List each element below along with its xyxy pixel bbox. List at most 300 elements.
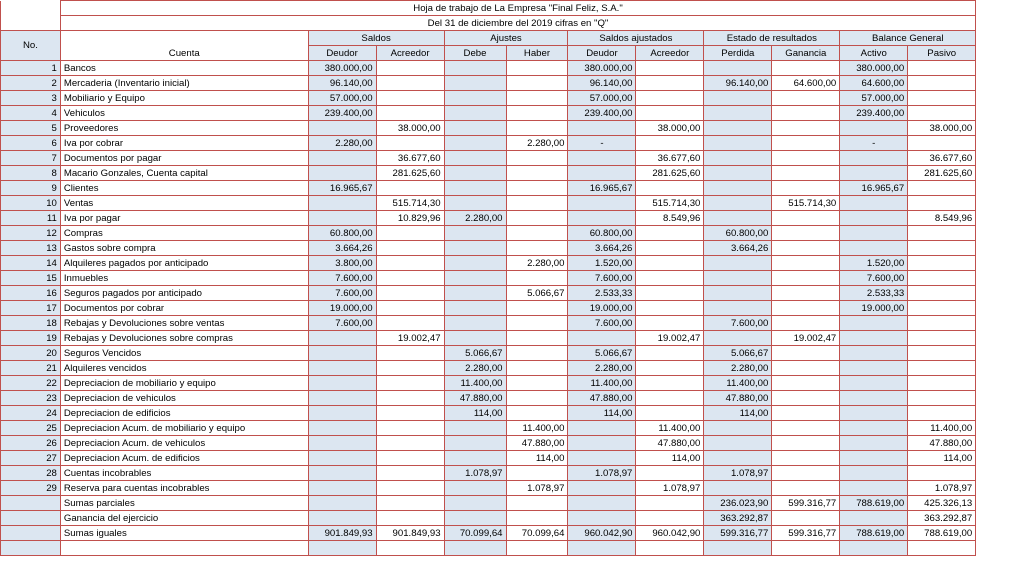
amount-cell: 425.326,13 [908, 496, 976, 511]
amount-cell: 1.520,00 [568, 256, 636, 271]
amount-cell [772, 181, 840, 196]
amount-cell [840, 451, 908, 466]
amount-cell: 114,00 [908, 451, 976, 466]
row-number: 12 [1, 226, 61, 241]
amount-cell [704, 211, 772, 226]
blank-cell [976, 346, 1034, 361]
table-row [1, 406, 1034, 421]
amount-cell [376, 256, 444, 271]
amount-cell [840, 466, 908, 481]
amount-cell: 36.677,60 [376, 151, 444, 166]
amount-cell [308, 481, 376, 496]
blank-cell [60, 541, 308, 556]
account-name: Sumas iguales [60, 526, 308, 541]
amount-cell [444, 136, 506, 151]
amount-cell [444, 181, 506, 196]
amount-cell [444, 241, 506, 256]
amount-cell [636, 256, 704, 271]
amount-cell: 2.280,00 [444, 361, 506, 376]
amount-cell: 19.000,00 [840, 301, 908, 316]
blank-cell [1, 16, 61, 31]
header-perdida: Perdida [704, 46, 772, 61]
amount-cell [506, 196, 568, 211]
account-name: Cuentas incobrables [60, 466, 308, 481]
amount-cell: 515.714,30 [772, 196, 840, 211]
blank-cell [976, 211, 1034, 226]
amount-cell [308, 196, 376, 211]
blank-cell [976, 316, 1034, 331]
amount-cell [704, 106, 772, 121]
amount-cell [308, 346, 376, 361]
row-number: 18 [1, 316, 61, 331]
account-name: Alquileres pagados por anticipado [60, 256, 308, 271]
amount-cell [506, 166, 568, 181]
amount-cell [840, 121, 908, 136]
empty-row [1, 541, 1034, 556]
amount-cell: 19.000,00 [568, 301, 636, 316]
amount-cell [840, 331, 908, 346]
amount-cell [772, 166, 840, 181]
amount-cell: 16.965,67 [840, 181, 908, 196]
blank-cell [976, 106, 1034, 121]
amount-cell: 19.002,47 [772, 331, 840, 346]
amount-cell: 47.880,00 [568, 391, 636, 406]
table-row [1, 481, 1034, 496]
amount-cell: 5.066,67 [568, 346, 636, 361]
table-row [1, 286, 1034, 301]
amount-cell [506, 241, 568, 256]
blank-cell [976, 1, 1034, 16]
amount-cell [772, 271, 840, 286]
account-name: Documentos por pagar [60, 151, 308, 166]
account-name: Rebajas y Devoluciones sobre compras [60, 331, 308, 346]
amount-cell: 599.316,77 [704, 526, 772, 541]
amount-cell: 36.677,60 [636, 151, 704, 166]
amount-cell: 38.000,00 [908, 121, 976, 136]
amount-cell [772, 286, 840, 301]
amount-cell: 2.280,00 [308, 136, 376, 151]
amount-cell [568, 196, 636, 211]
row-number: 23 [1, 391, 61, 406]
row-number: 24 [1, 406, 61, 421]
blank-cell [976, 121, 1034, 136]
amount-cell [308, 151, 376, 166]
amount-cell: 96.140,00 [308, 76, 376, 91]
amount-cell [444, 481, 506, 496]
amount-cell [840, 166, 908, 181]
amount-cell: 788.619,00 [908, 526, 976, 541]
blank-cell [976, 151, 1034, 166]
header-no: No. [1, 31, 61, 61]
amount-cell [308, 391, 376, 406]
amount-cell [908, 256, 976, 271]
blank-cell [976, 16, 1034, 31]
row-number: 25 [1, 421, 61, 436]
table-row [1, 151, 1034, 166]
amount-cell [772, 511, 840, 526]
blank-cell [976, 541, 1034, 556]
amount-cell [772, 361, 840, 376]
blank-cell [976, 241, 1034, 256]
amount-cell [376, 271, 444, 286]
amount-cell: 36.677,60 [908, 151, 976, 166]
amount-cell: 57.000,00 [308, 91, 376, 106]
amount-cell: 11.400,00 [704, 376, 772, 391]
amount-cell [376, 76, 444, 91]
amount-cell: 114,00 [704, 406, 772, 421]
amount-cell: 47.880,00 [704, 391, 772, 406]
amount-cell: 114,00 [636, 451, 704, 466]
amount-cell [376, 346, 444, 361]
amount-cell [444, 496, 506, 511]
amount-cell [636, 406, 704, 421]
amount-cell [444, 256, 506, 271]
amount-cell [908, 91, 976, 106]
amount-cell [772, 406, 840, 421]
account-name: Macario Gonzales, Cuenta capital [60, 166, 308, 181]
amount-cell: 380.000,00 [308, 61, 376, 76]
amount-cell [840, 376, 908, 391]
amount-cell: 281.625,60 [908, 166, 976, 181]
row-number: 10 [1, 196, 61, 211]
amount-cell: 1.078,97 [908, 481, 976, 496]
row-number: 7 [1, 151, 61, 166]
amount-cell [444, 151, 506, 166]
amount-cell [568, 451, 636, 466]
amount-cell [376, 61, 444, 76]
amount-cell [376, 466, 444, 481]
header-group-estado-resultados: Estado de resultados [704, 31, 840, 46]
table-row [1, 466, 1034, 481]
amount-cell [704, 301, 772, 316]
table-row [1, 361, 1034, 376]
amount-cell [444, 421, 506, 436]
table-row [1, 166, 1034, 181]
amount-cell [772, 106, 840, 121]
amount-cell [506, 91, 568, 106]
account-name: Seguros pagados por anticipado [60, 286, 308, 301]
amount-cell: 7.600,00 [308, 271, 376, 286]
amount-cell [704, 61, 772, 76]
header-group-saldos-ajustados: Saldos ajustados [568, 31, 704, 46]
header-pasivo: Pasivo [908, 46, 976, 61]
amount-cell [506, 301, 568, 316]
amount-cell [636, 316, 704, 331]
amount-cell [444, 286, 506, 301]
amount-cell [772, 301, 840, 316]
amount-cell: 38.000,00 [636, 121, 704, 136]
table-row [1, 271, 1034, 286]
amount-cell [506, 511, 568, 526]
amount-cell [840, 226, 908, 241]
amount-cell [840, 361, 908, 376]
table-row [1, 451, 1034, 466]
amount-cell [568, 511, 636, 526]
table-row [1, 316, 1034, 331]
amount-cell: 5.066,67 [506, 286, 568, 301]
amount-cell [704, 451, 772, 466]
amount-cell: 2.533,33 [840, 286, 908, 301]
amount-cell [636, 106, 704, 121]
amount-cell: 96.140,00 [568, 76, 636, 91]
amount-cell [376, 286, 444, 301]
blank-cell [976, 361, 1034, 376]
account-name: Iva por cobrar [60, 136, 308, 151]
account-name: Ventas [60, 196, 308, 211]
amount-cell [704, 436, 772, 451]
blank-cell [704, 541, 772, 556]
amount-cell: 16.965,67 [568, 181, 636, 196]
amount-cell [840, 196, 908, 211]
amount-cell: 2.280,00 [568, 361, 636, 376]
row-number: 6 [1, 136, 61, 151]
amount-cell [506, 316, 568, 331]
blank-cell [772, 541, 840, 556]
blank-cell [976, 181, 1034, 196]
amount-cell [908, 391, 976, 406]
amount-cell: 11.400,00 [908, 421, 976, 436]
amount-cell [636, 496, 704, 511]
account-name: Depreciacion de vehiculos [60, 391, 308, 406]
amount-cell [506, 496, 568, 511]
amount-cell: 3.664,26 [568, 241, 636, 256]
header-acreedor-ajustado: Acreedor [636, 46, 704, 61]
amount-cell [704, 421, 772, 436]
table-row [1, 436, 1034, 451]
account-name: Proveedores [60, 121, 308, 136]
amount-cell: 60.800,00 [568, 226, 636, 241]
blank-cell [976, 301, 1034, 316]
amount-cell [506, 61, 568, 76]
amount-cell: 114,00 [444, 406, 506, 421]
amount-cell [840, 211, 908, 226]
row-number: 19 [1, 331, 61, 346]
amount-cell [772, 241, 840, 256]
amount-cell [772, 466, 840, 481]
amount-cell [772, 61, 840, 76]
amount-cell [636, 136, 704, 151]
amount-cell [636, 76, 704, 91]
amount-cell: 64.600,00 [840, 76, 908, 91]
amount-cell: 47.880,00 [636, 436, 704, 451]
amount-cell: 7.600,00 [308, 316, 376, 331]
blank-cell [976, 256, 1034, 271]
amount-cell: 515.714,30 [376, 196, 444, 211]
amount-cell [376, 376, 444, 391]
amount-cell [308, 511, 376, 526]
account-name: Reserva para cuentas incobrables [60, 481, 308, 496]
amount-cell: 515.714,30 [636, 196, 704, 211]
amount-cell [772, 391, 840, 406]
amount-cell: 57.000,00 [840, 91, 908, 106]
amount-cell [704, 271, 772, 286]
amount-cell [840, 151, 908, 166]
amount-cell [444, 316, 506, 331]
amount-cell: 64.600,00 [772, 76, 840, 91]
account-name: Mercaderia (Inventario inicial) [60, 76, 308, 91]
amount-cell [908, 406, 976, 421]
amount-cell [636, 91, 704, 106]
amount-cell [568, 496, 636, 511]
amount-cell: 114,00 [506, 451, 568, 466]
amount-cell [772, 451, 840, 466]
blank-cell [444, 541, 506, 556]
amount-cell: 363.292,87 [908, 511, 976, 526]
blank-cell [1, 1, 61, 16]
amount-cell: - [568, 136, 636, 151]
row-number [1, 496, 61, 511]
amount-cell: 380.000,00 [568, 61, 636, 76]
amount-cell [772, 151, 840, 166]
amount-cell: 60.800,00 [704, 226, 772, 241]
amount-cell [506, 361, 568, 376]
amount-cell [908, 61, 976, 76]
amount-cell [704, 181, 772, 196]
table-row [1, 301, 1034, 316]
row-number: 8 [1, 166, 61, 181]
amount-cell [308, 121, 376, 136]
amount-cell [444, 61, 506, 76]
amount-cell [704, 196, 772, 211]
amount-cell [772, 376, 840, 391]
header-activo: Activo [840, 46, 908, 61]
blank-cell [976, 331, 1034, 346]
account-name: Gastos sobre compra [60, 241, 308, 256]
account-name: Sumas parciales [60, 496, 308, 511]
amount-cell [636, 466, 704, 481]
amount-cell: 2.280,00 [506, 136, 568, 151]
blank-cell [976, 61, 1034, 76]
amount-cell [444, 106, 506, 121]
table-row [1, 241, 1034, 256]
amount-cell: 1.078,97 [568, 466, 636, 481]
amount-cell [908, 181, 976, 196]
amount-cell [308, 331, 376, 346]
amount-cell [704, 151, 772, 166]
amount-cell: 1.078,97 [444, 466, 506, 481]
amount-cell: 960.042,90 [636, 526, 704, 541]
amount-cell [772, 481, 840, 496]
amount-cell: 236.023,90 [704, 496, 772, 511]
blank-cell [976, 31, 1034, 46]
row-number: 27 [1, 451, 61, 466]
row-number: 5 [1, 121, 61, 136]
amount-cell: 363.292,87 [704, 511, 772, 526]
row-number: 29 [1, 481, 61, 496]
amount-cell: 2.280,00 [506, 256, 568, 271]
amount-cell: 281.625,60 [636, 166, 704, 181]
account-name: Vehiculos [60, 106, 308, 121]
amount-cell [444, 451, 506, 466]
account-name: Alquileres vencidos [60, 361, 308, 376]
table-row [1, 511, 1034, 526]
account-name: Depreciacion Acum. de mobiliario y equipo [60, 421, 308, 436]
blank-cell [976, 286, 1034, 301]
amount-cell [376, 391, 444, 406]
header-debe: Debe [444, 46, 506, 61]
amount-cell: 11.400,00 [568, 376, 636, 391]
amount-cell: 239.400,00 [308, 106, 376, 121]
amount-cell [376, 181, 444, 196]
amount-cell [506, 391, 568, 406]
amount-cell [506, 406, 568, 421]
blank-cell [976, 466, 1034, 481]
amount-cell [376, 451, 444, 466]
amount-cell [772, 316, 840, 331]
header-group-ajustes: Ajustes [444, 31, 568, 46]
amount-cell [444, 196, 506, 211]
amount-cell: 7.600,00 [840, 271, 908, 286]
header-group-saldos: Saldos [308, 31, 444, 46]
amount-cell: 599.316,77 [772, 526, 840, 541]
amount-cell [704, 121, 772, 136]
account-name: Seguros Vencidos [60, 346, 308, 361]
amount-cell [908, 106, 976, 121]
row-number: 1 [1, 61, 61, 76]
blank-cell [976, 496, 1034, 511]
amount-cell [506, 226, 568, 241]
table-row [1, 106, 1034, 121]
table-row [1, 331, 1034, 346]
amount-cell [308, 466, 376, 481]
header-acreedor: Acreedor [376, 46, 444, 61]
amount-cell [908, 301, 976, 316]
table-row [1, 91, 1034, 106]
row-number: 13 [1, 241, 61, 256]
amount-cell [772, 256, 840, 271]
amount-cell [772, 436, 840, 451]
amount-cell: 8.549,96 [636, 211, 704, 226]
amount-cell [308, 211, 376, 226]
amount-cell [908, 196, 976, 211]
blank-cell [976, 421, 1034, 436]
blank-cell [506, 541, 568, 556]
amount-cell [376, 226, 444, 241]
header-cuenta: Cuenta [60, 31, 308, 61]
amount-cell: 19.000,00 [308, 301, 376, 316]
amount-cell [308, 421, 376, 436]
amount-cell [308, 451, 376, 466]
amount-cell [908, 136, 976, 151]
amount-cell [908, 346, 976, 361]
amount-cell: 281.625,60 [376, 166, 444, 181]
amount-cell: 38.000,00 [376, 121, 444, 136]
amount-cell: 19.002,47 [636, 331, 704, 346]
row-number [1, 526, 61, 541]
amount-cell: 70.099,64 [444, 526, 506, 541]
amount-cell [772, 121, 840, 136]
row-number: 28 [1, 466, 61, 481]
amount-cell [376, 136, 444, 151]
amount-cell [376, 436, 444, 451]
blank-cell [976, 481, 1034, 496]
amount-cell: 901.849,93 [376, 526, 444, 541]
amount-cell [704, 286, 772, 301]
header-group-balance-general: Balance General [840, 31, 976, 46]
amount-cell [636, 301, 704, 316]
amount-cell: 96.140,00 [704, 76, 772, 91]
blank-cell [636, 541, 704, 556]
amount-cell: 3.664,26 [704, 241, 772, 256]
blank-cell [976, 46, 1034, 61]
amount-cell: 960.042,90 [568, 526, 636, 541]
blank-cell [976, 226, 1034, 241]
amount-cell [636, 361, 704, 376]
row-number: 20 [1, 346, 61, 361]
amount-cell: 11.400,00 [506, 421, 568, 436]
amount-cell [568, 436, 636, 451]
amount-cell [568, 166, 636, 181]
